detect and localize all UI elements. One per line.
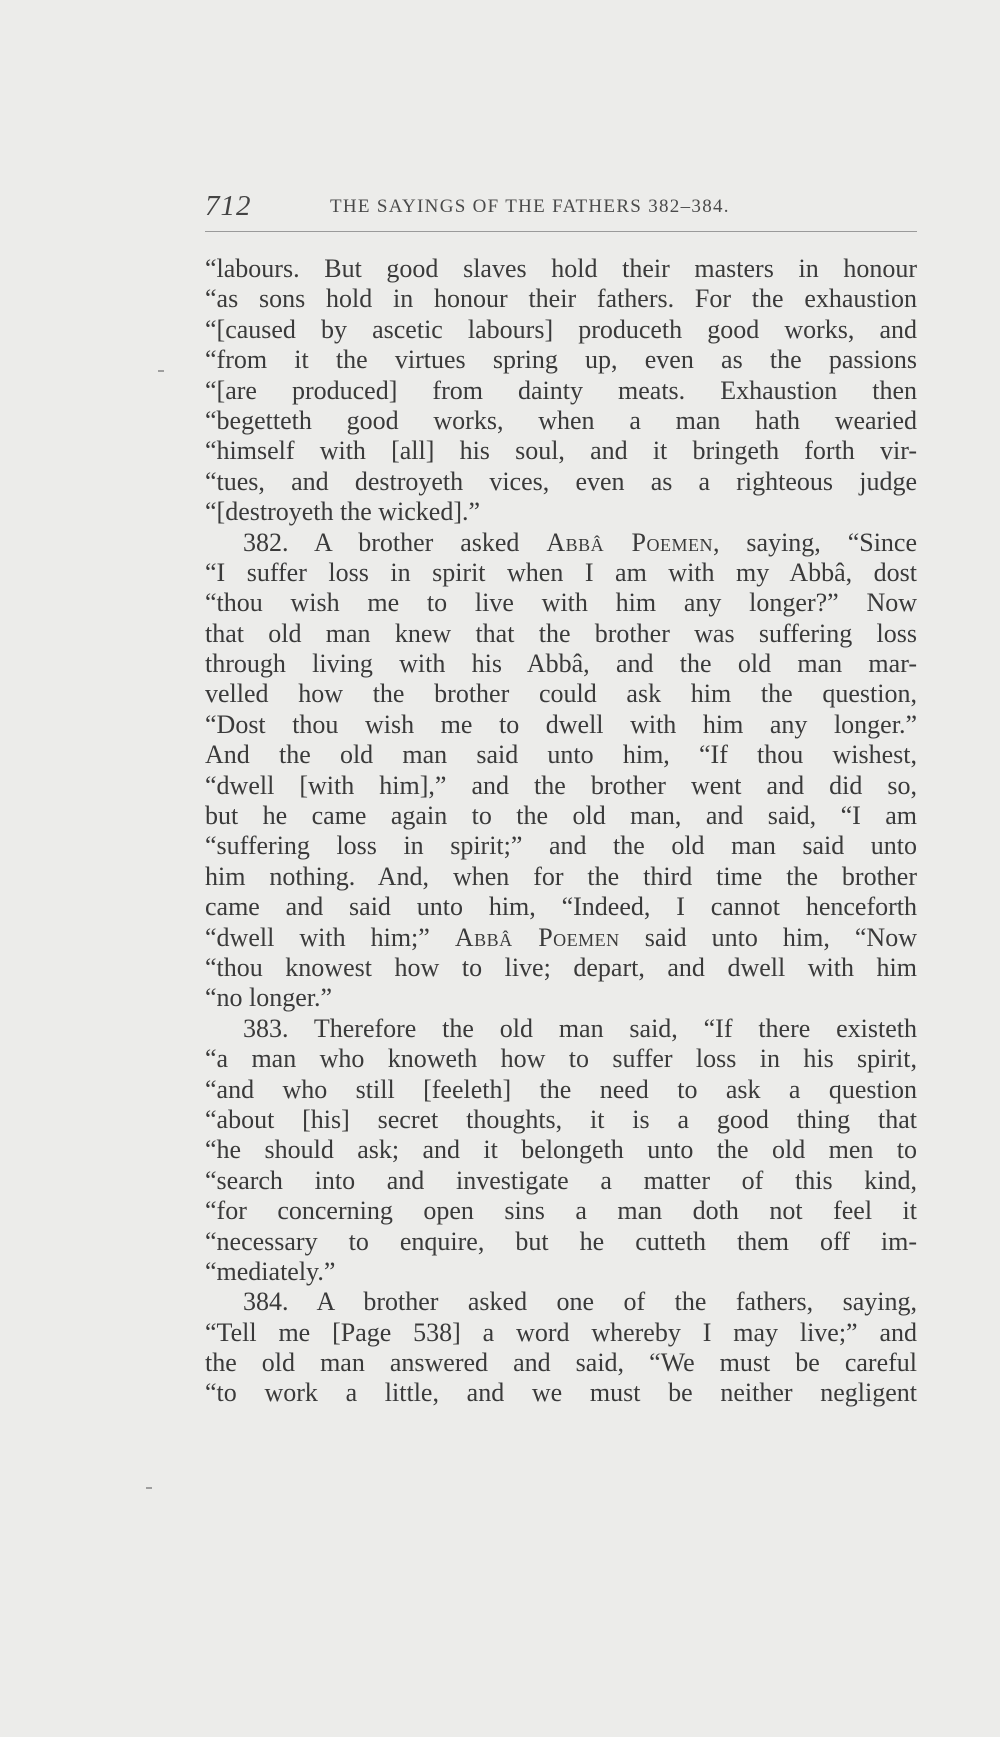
- text-segment: 383. Therefore the old man said, “If there existeth: [243, 1013, 917, 1043]
- text-line: [205, 1257, 917, 1287]
- text-line: [205, 1348, 917, 1378]
- text-segment: “Dost thou wish me to dwell with him any longer.”: [205, 709, 917, 739]
- text-segment: “tues, and destroyeth vices, even as a righteous judge: [205, 466, 917, 496]
- running-title: THE SAYINGS OF THE FATHERS 382–384.: [330, 196, 730, 217]
- text-line: [205, 436, 917, 466]
- text-segment: “a man who knoweth how to suffer loss in his spirit,: [205, 1044, 917, 1074]
- text-segment: “he should ask; and it belongeth unto the old men to: [205, 1135, 917, 1165]
- margin-mark: [158, 370, 164, 372]
- text-line: [205, 679, 917, 709]
- text-segment: 382. A brother asked: [243, 527, 547, 557]
- text-segment: “for concerning open sins a man doth not feel it: [205, 1196, 917, 1226]
- text-line: [205, 983, 917, 1013]
- text-line: [205, 710, 917, 740]
- text-segment: “no longer.”: [205, 983, 333, 1013]
- text-line: [205, 497, 917, 527]
- text-segment: “suffering loss in spirit;” and the old man said unto: [205, 831, 917, 861]
- text-segment: , saying, “Since: [713, 527, 917, 557]
- text-segment: “about [his] secret thoughts, it is a good thing that: [205, 1104, 917, 1134]
- text-segment: that old man knew that the brother was suffering loss: [205, 618, 917, 648]
- text-segment: 384. A brother asked one of the fathers, saying,: [243, 1287, 917, 1317]
- paragraph-start-line: [205, 528, 917, 558]
- text-segment: said unto him, “Now: [619, 922, 917, 952]
- text-line: [205, 831, 917, 861]
- text-segment: him nothing. And, when for the third time the brother: [205, 861, 917, 891]
- text-segment: “[caused by ascetic labours] produceth good works, and: [205, 314, 917, 344]
- text-line: [205, 892, 917, 922]
- text-line: [205, 862, 917, 892]
- text-line: [205, 345, 917, 375]
- text-line: [205, 953, 917, 983]
- text-line: [205, 588, 917, 618]
- text-segment: “I suffer loss in spirit when I am with my Abbâ, dost: [205, 557, 917, 587]
- text-line: [205, 619, 917, 649]
- text-line: [205, 771, 917, 801]
- proper-name: Abbâ Poemen: [454, 922, 620, 952]
- text-segment: “[are produced] from dainty meats. Exhaustion then: [205, 375, 917, 405]
- text-segment: “labours. But good slaves hold their masters in honour: [205, 254, 917, 283]
- text-line: [205, 923, 917, 953]
- text-line: [205, 1227, 917, 1257]
- text-segment: “dwell with him;”: [205, 922, 455, 952]
- text-line: [205, 376, 917, 406]
- text-line: [205, 1318, 917, 1348]
- paragraph-start-line: [205, 1014, 917, 1044]
- text-line: [205, 467, 917, 497]
- text-line: [205, 284, 917, 314]
- paragraph-start-line: [205, 1287, 917, 1317]
- text-line: [205, 740, 917, 770]
- page-number: 712: [205, 190, 252, 222]
- text-segment: “[destroyeth the wicked].”: [205, 497, 481, 527]
- text-line: [205, 558, 917, 588]
- text-segment: “thou knowest how to live; depart, and dwell with him: [205, 952, 917, 982]
- text-segment: “search into and investigate a matter of this kind,: [205, 1165, 917, 1195]
- text-segment: through living with his Abbâ, and the old man mar-: [205, 649, 917, 679]
- text-line: [205, 1044, 917, 1074]
- text-segment: “begetteth good works, when a man hath wearied: [205, 405, 917, 435]
- text-segment: came and said unto him, “Indeed, I cannot henceforth: [205, 892, 917, 922]
- text-line: [205, 1135, 917, 1165]
- text-line: [205, 1075, 917, 1105]
- text-line: [205, 254, 917, 284]
- text-segment: “necessary to enquire, but he cutteth them off im-: [205, 1226, 917, 1256]
- text-line: [205, 1105, 917, 1135]
- text-segment: “himself with [all] his soul, and it bringeth forth vir-: [205, 436, 917, 466]
- proper-name: Abbâ Poemen: [546, 527, 713, 557]
- text-line: [205, 1378, 917, 1408]
- text-segment: “as sons hold in honour their fathers. For the exhaustion: [205, 284, 917, 314]
- page-header: [205, 190, 917, 234]
- text-line: [205, 406, 917, 436]
- text-segment: “from it the virtues spring up, even as the passions: [205, 345, 917, 375]
- text-segment: And the old man said unto him, “If thou wishest,: [205, 740, 917, 770]
- text-line: [205, 1196, 917, 1226]
- text-segment: the old man answered and said, “We must be careful: [205, 1348, 917, 1378]
- text-segment: “and who still [feeleth] the need to ask a question: [205, 1074, 917, 1104]
- body-text: [205, 254, 917, 1409]
- text-line: [205, 649, 917, 679]
- text-line: [205, 1166, 917, 1196]
- text-segment: “Tell me [Page 538] a word whereby I may live;” and: [205, 1317, 917, 1347]
- text-segment: but he came again to the old man, and said, “I am: [205, 801, 917, 831]
- text-line: [205, 801, 917, 831]
- text-segment: velled how the brother could ask him the question,: [205, 679, 917, 709]
- header-rule: [205, 231, 917, 232]
- text-segment: “to work a little, and we must be neither negligent: [205, 1378, 917, 1408]
- text-segment: “mediately.”: [205, 1256, 336, 1286]
- text-line: [205, 315, 917, 345]
- text-segment: “dwell [with him],” and the brother went and did so,: [205, 770, 917, 800]
- margin-mark: [146, 1487, 152, 1489]
- text-segment: “thou wish me to live with him any longer?” Now: [205, 588, 917, 618]
